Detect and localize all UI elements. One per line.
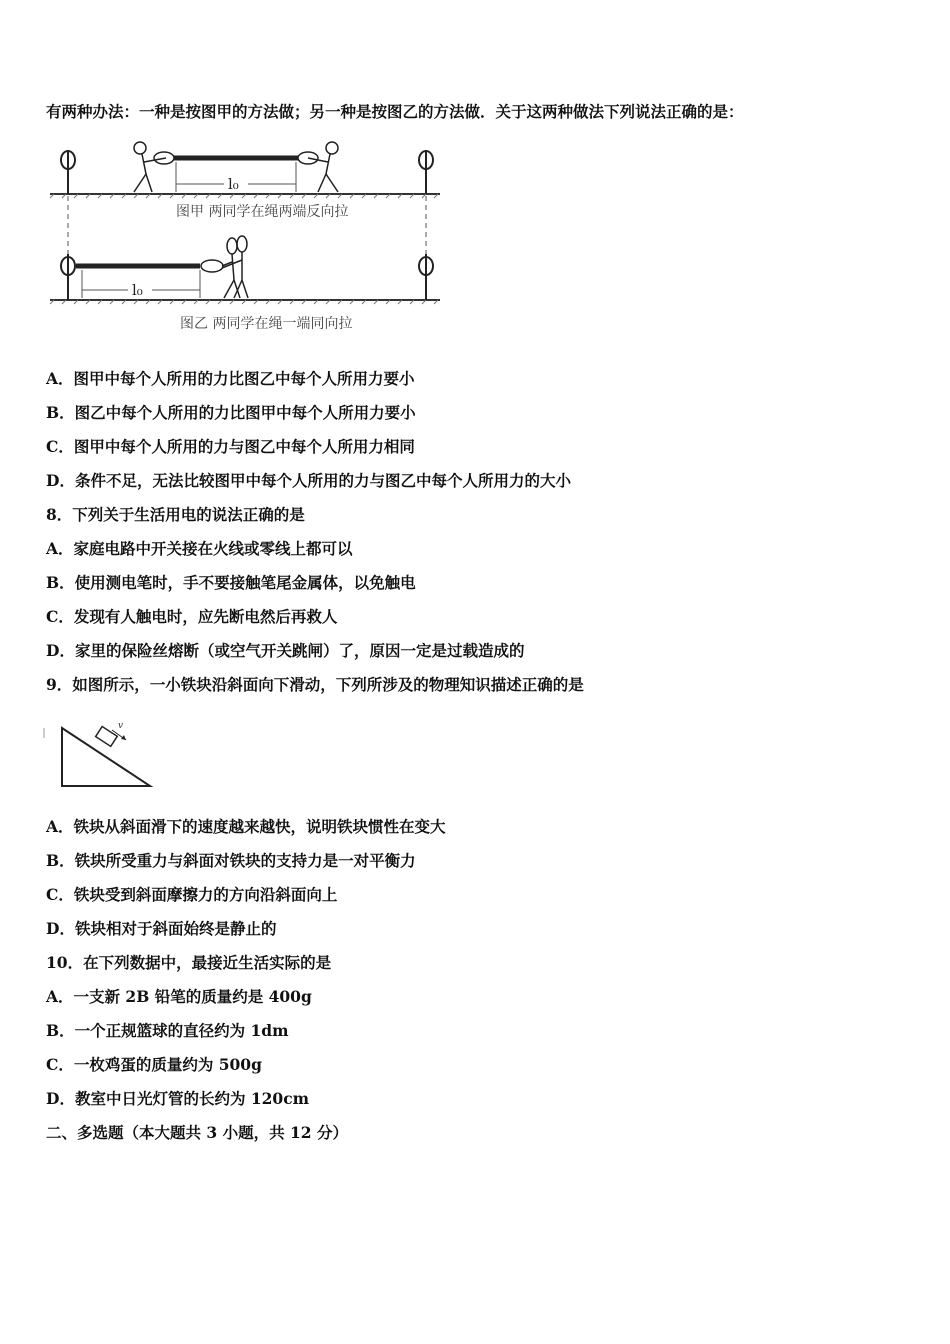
q10-option-c: C．一枚鸡蛋的质量约为 500g bbox=[46, 1055, 262, 1074]
length-label-bottom: l₀ bbox=[132, 281, 143, 299]
q8-option-a: A．家庭电路中开关接在火线或零线上都可以 bbox=[46, 539, 353, 558]
section-heading: 二、多选题（本大题共 3 小题，共 12 分） bbox=[46, 1123, 348, 1142]
q9-option-d: D．铁块相对于斜面始终是静止的 bbox=[46, 919, 277, 938]
q9-stem: 9．如图所示，一小铁块沿斜面向下滑动，下列所涉及的物理知识描述正确的是 bbox=[46, 675, 584, 694]
q9-option-a: A．铁块从斜面滑下的速度越来越快，说明铁块惯性在变大 bbox=[46, 817, 446, 836]
q8-option-c: C．发现有人触电时，应先断电然后再救人 bbox=[46, 607, 338, 626]
q10-option-d: D．教室中日光灯管的长约为 120cm bbox=[46, 1089, 310, 1108]
q10-option-a: A．一支新 2B 铅笔的质量约是 400g bbox=[46, 987, 312, 1006]
q10-stem: 10．在下列数据中，最接近生活实际的是 bbox=[46, 953, 332, 972]
q8-option-d: D．家里的保险丝熔断（或空气开关跳闸）了，原因一定是过载造成的 bbox=[46, 641, 525, 660]
velocity-label: v bbox=[118, 721, 124, 731]
q7-option-a: A．图甲中每个人所用的力比图乙中每个人所用力要小 bbox=[46, 369, 415, 388]
q7-option-c: C．图甲中每个人所用的力与图乙中每个人所用力相同 bbox=[46, 437, 415, 456]
intro-text: 有两种办法：一种是按图甲的方法做；另一种是按图乙的方法做．关于这两种做法下列说法正确的是： bbox=[46, 102, 744, 121]
q7-option-d: D．条件不足，无法比较图甲中每个人所用的力与图乙中每个人所用力的大小 bbox=[46, 471, 571, 490]
rope-figure bbox=[46, 138, 446, 338]
caption-figure-b: 图乙 两同学在绳一端同向拉 bbox=[180, 316, 353, 332]
q7-option-b: B．图乙中每个人所用的力比图甲中每个人所用力要小 bbox=[46, 403, 416, 422]
q8-stem: 8．下列关于生活用电的说法正确的是 bbox=[46, 505, 305, 524]
length-label-top: l₀ bbox=[228, 175, 239, 193]
caption-figure-a: 图甲 两同学在绳两端反向拉 bbox=[176, 204, 349, 220]
q9-option-b: B．铁块所受重力与斜面对铁块的支持力是一对平衡力 bbox=[46, 851, 416, 870]
q8-option-b: B．使用测电笔时，手不要接触笔尾金属体，以免触电 bbox=[46, 573, 416, 592]
q9-option-c: C．铁块受到斜面摩擦力的方向沿斜面向上 bbox=[46, 885, 338, 904]
q10-option-b: B．一个正规篮球的直径约为 1dm bbox=[46, 1021, 289, 1040]
incline-figure bbox=[42, 716, 162, 792]
